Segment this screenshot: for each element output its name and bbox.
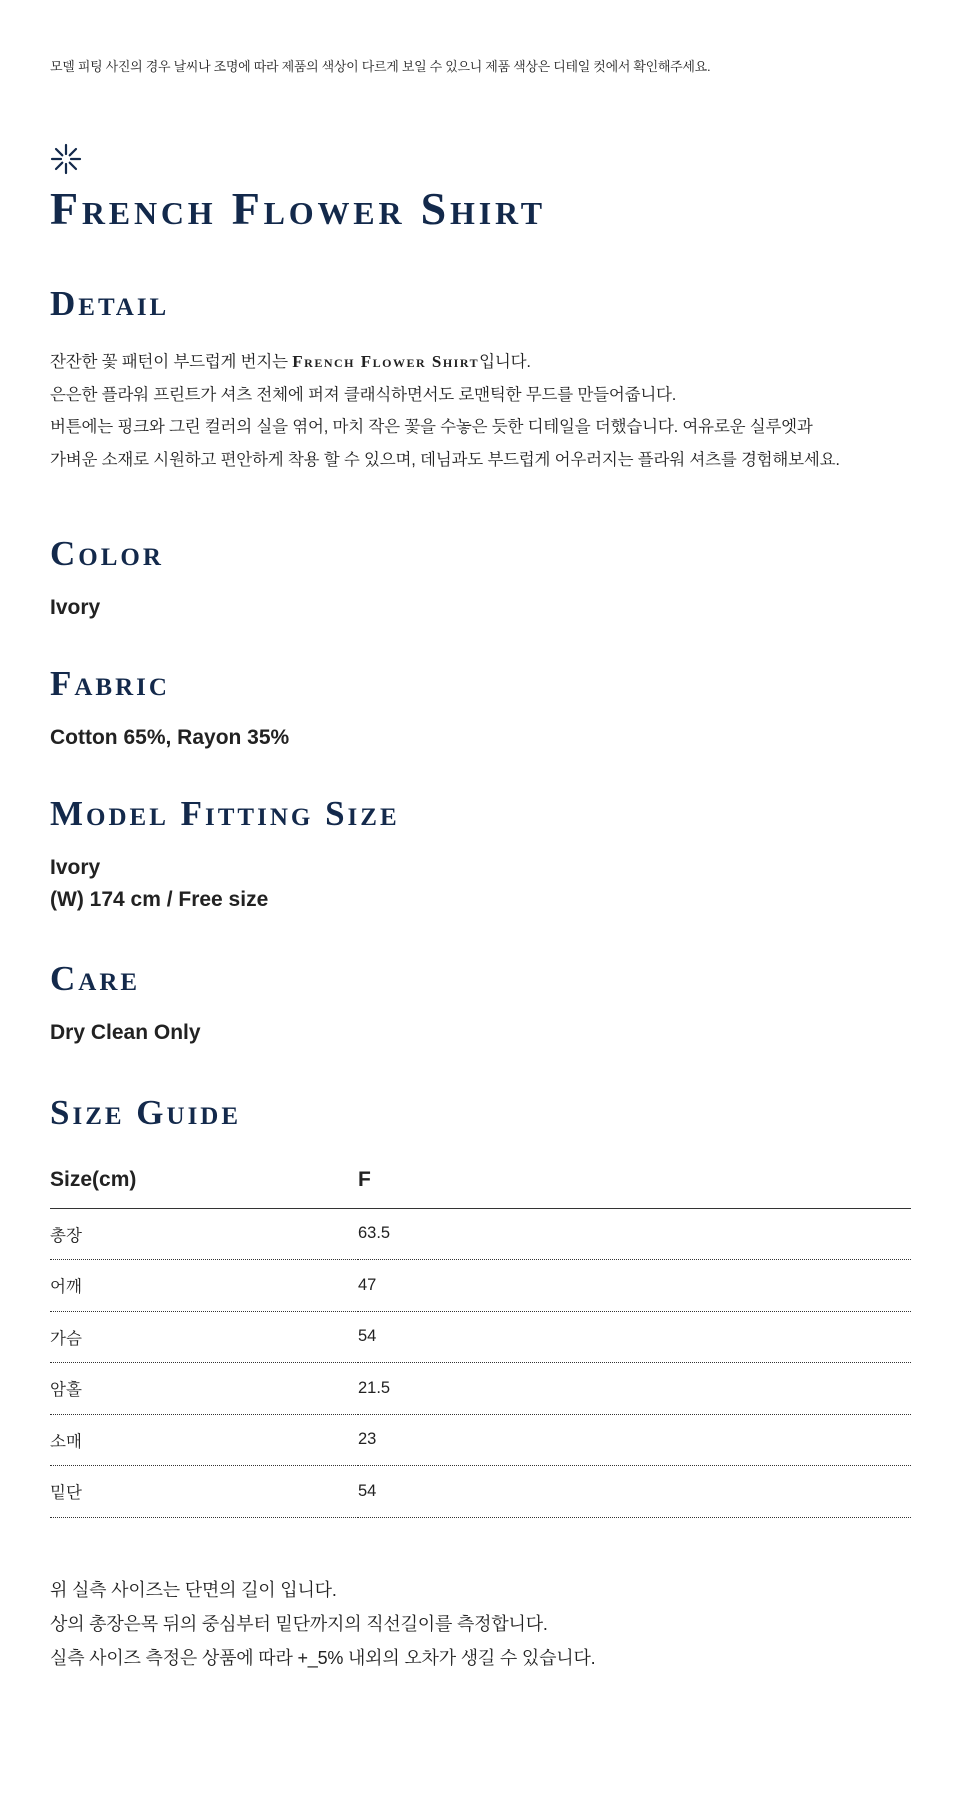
measure-value: 47 (358, 1260, 911, 1312)
detail-product-name: French Flower Shirt (292, 352, 480, 371)
measure-name: 가슴 (50, 1311, 358, 1363)
table-row (50, 1466, 911, 1518)
detail-line-3: 버튼에는 핑크와 그린 컬러의 실을 엮어, 마치 작은 꽃을 수놓은 듯한 디테일을 더했습니다. 여유로운 실루엣과 (50, 418, 813, 436)
detail-description (50, 346, 910, 476)
size-guide-heading: Size Guide (50, 1093, 242, 1132)
color-value: Ivory (50, 596, 101, 619)
measure-name: 어깨 (50, 1260, 358, 1312)
size-guide-table (50, 1158, 911, 1518)
fabric-heading: Fabric (50, 664, 170, 703)
model-fitting-size: (W) 174 cm / Free size (50, 888, 269, 911)
size-header-label: Size(cm) (50, 1158, 358, 1208)
table-row (50, 1414, 911, 1466)
size-notes (50, 1573, 595, 1675)
measure-name: 밑단 (50, 1466, 358, 1518)
measure-value: 23 (358, 1414, 911, 1466)
table-row (50, 1363, 911, 1415)
color-notice: 모델 피팅 사진의 경우 날씨나 조명에 따라 제품의 색상이 다르게 보일 수 있으니 제품 색상은 디테일 컷에서 확인해주세요. (50, 59, 711, 74)
size-note: 실측 사이즈 측정은 상품에 따라 +_5% 내외의 오차가 생길 수 있습니다. (50, 1648, 596, 1668)
product-title: French Flower Shirt (50, 183, 546, 234)
size-note: 위 실측 사이즈는 단면의 길이 입니다. (50, 1580, 337, 1600)
care-heading: Care (50, 959, 141, 998)
table-row (50, 1260, 911, 1312)
detail-heading: Detail (50, 284, 170, 323)
measure-name: 암홀 (50, 1363, 358, 1415)
color-heading: Color (50, 534, 164, 573)
care-value: Dry Clean Only (50, 1021, 201, 1044)
size-table-header (50, 1158, 911, 1208)
detail-line-1 (50, 346, 910, 379)
detail-line-4: 가벼운 소재로 시원하고 편안하게 착용 할 수 있으며, 데님과도 부드럽게 어우러지는 플라워 셔츠를 경험해보세요. (50, 450, 840, 469)
detail-line-1-prefix: 잔잔한 꽃 패턴이 부드럽게 번지는 (50, 353, 293, 371)
size-note: 상의 총장은목 뒤의 중심부터 밑단까지의 직선길이를 측정합니다. (50, 1614, 548, 1634)
measure-value: 54 (358, 1311, 911, 1363)
measure-value: 63.5 (358, 1208, 911, 1260)
asterisk-flower-icon (50, 143, 82, 175)
measure-name: 소매 (50, 1414, 358, 1466)
model-fitting-heading: Model Fitting Size (50, 794, 400, 833)
table-row (50, 1208, 911, 1260)
detail-line-1-suffix: 입니다. (479, 353, 531, 371)
measure-name: 총장 (50, 1208, 358, 1260)
detail-line-2: 은은한 플라워 프린트가 셔츠 전체에 퍼져 클래식하면서도 로맨틱한 무드를 만들어줍니다. (50, 385, 677, 404)
model-fitting-color: Ivory (50, 856, 101, 879)
table-row (50, 1311, 911, 1363)
measure-value: 21.5 (358, 1363, 911, 1415)
measure-value: 54 (358, 1466, 911, 1518)
fabric-value: Cotton 65%, Rayon 35% (50, 726, 290, 749)
size-header-f: F (358, 1158, 911, 1208)
